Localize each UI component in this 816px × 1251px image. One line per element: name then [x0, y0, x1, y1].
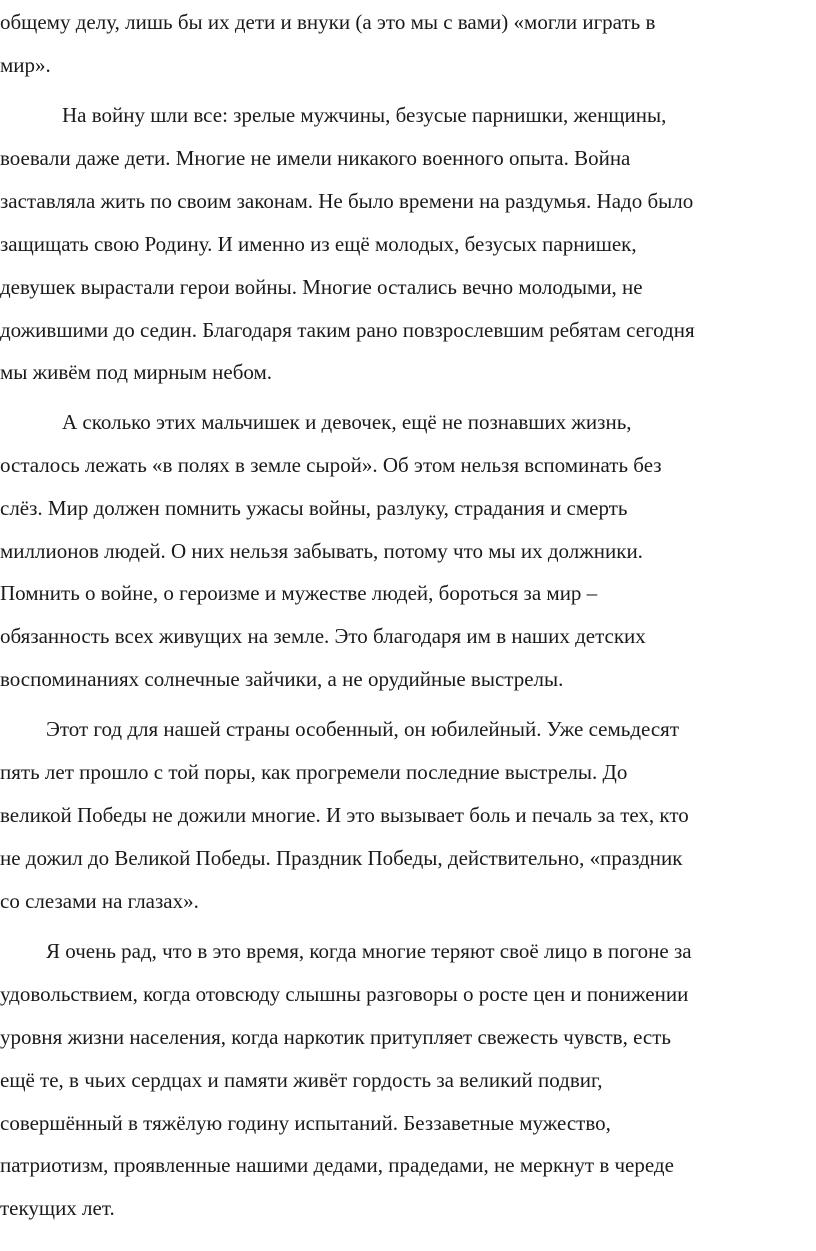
text-line: слёз. Мир должен помнить ужасы войны, разлуку, страдания и смерть: [0, 496, 628, 520]
text-line: воспоминаниях солнечные зайчики, а не орудийные выстрелы.: [0, 667, 564, 691]
text-line: дожившими до седин. Благодаря таким рано повзрослевшим ребятам сегодня: [0, 318, 695, 342]
text-line: На войну шли все: зрелые мужчины, безусые парнишки, женщины,: [62, 103, 667, 127]
text-line: обязанность всех живущих на земле. Это благодаря им в наших детских: [0, 624, 646, 648]
text-line: защищать свою Родину. И именно из ещё молодых, безусых парнишек,: [0, 232, 637, 256]
text-line: мир».: [0, 53, 51, 77]
text-line: удовольствием, когда отовсюду слышны разговоры о росте цен и понижении: [0, 982, 689, 1006]
text-line: миллионов людей. О них нельзя забывать, потому что мы их должники.: [0, 539, 643, 563]
text-line: мы живём под мирным небом.: [0, 360, 273, 384]
text-line: пять лет прошло с той поры, как прогремели последние выстрелы. До: [0, 760, 628, 784]
text-line: не дожил до Великой Победы. Праздник Победы, действительно, «праздник: [0, 846, 683, 870]
text-line: ещё те, в чьих сердцах и памяти живёт гордость за великий подвиг,: [0, 1068, 603, 1092]
text-line: заставляла жить по своим законам. Не было времени на раздумья. Надо было: [0, 189, 694, 213]
text-line: осталось лежать «в полях в земле сырой». Об этом нельзя вспоминать без: [0, 453, 662, 477]
text-line: патриотизм, проявленные нашими дедами, прадедами, не меркнут в череде: [0, 1153, 674, 1177]
text-line: Помнить о войне, о героизме и мужестве людей, бороться за мир –: [0, 581, 598, 605]
text-line: Этот год для нашей страны особенный, он юбилейный. Уже семьдесят: [46, 717, 680, 741]
text-line: общему делу, лишь бы их дети и внуки (а это мы с вами) «могли играть в: [0, 10, 656, 34]
text-line: девушек вырастали герои войны. Многие остались вечно молодыми, не: [0, 275, 643, 299]
text-line: воевали даже дети. Многие не имели никакого военного опыта. Война: [0, 146, 631, 170]
text-line: текущих лет.: [0, 1196, 115, 1220]
text-line: совершённый в тяжёлую годину испытаний. Беззаветные мужество,: [0, 1111, 611, 1135]
text-line: со слезами на глазах».: [0, 889, 199, 913]
text-line: А сколько этих мальчишек и девочек, ещё не познавших жизнь,: [62, 410, 632, 434]
text-line: уровня жизни населения, когда наркотик притупляет свежесть чувств, есть: [0, 1025, 671, 1049]
text-line: Я очень рад, что в это время, когда многие теряют своё лицо в погоне за: [46, 939, 692, 963]
text-line: великой Победы не дожили многие. И это вызывает боль и печаль за тех, кто: [0, 803, 689, 827]
